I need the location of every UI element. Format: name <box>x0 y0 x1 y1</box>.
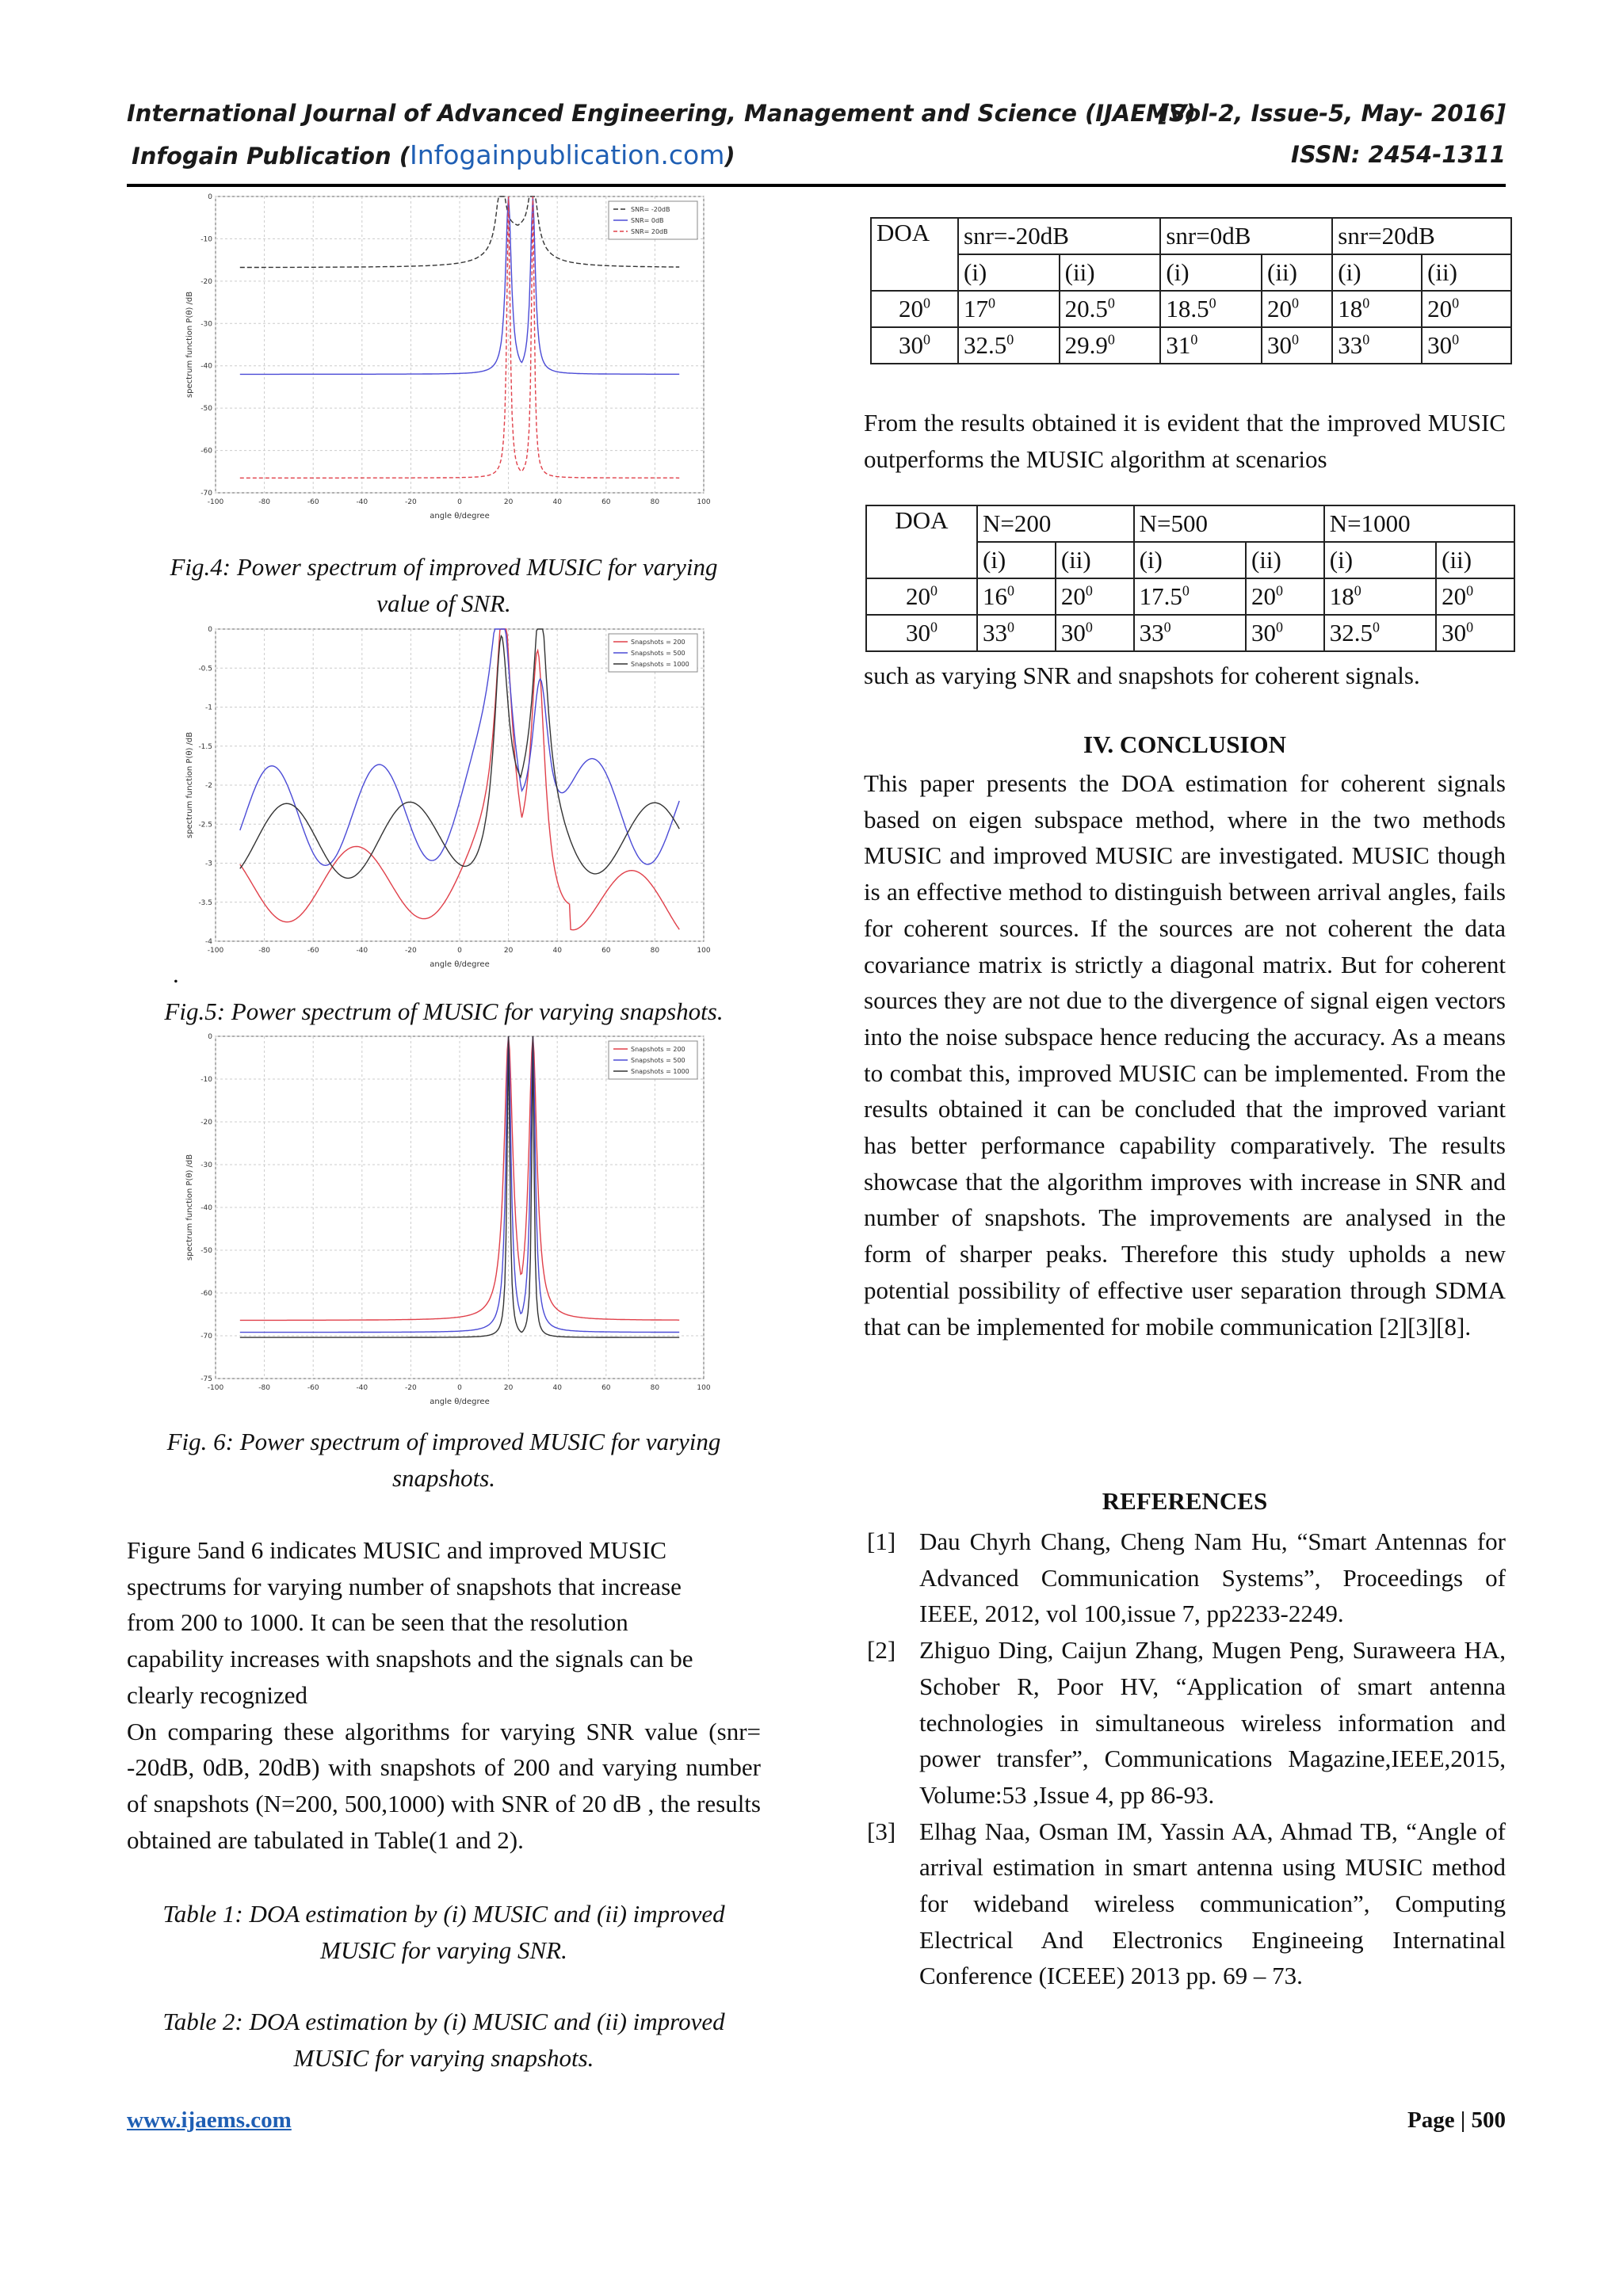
y-tick-label: -50 <box>200 1247 212 1255</box>
x-tick-label: -80 <box>258 1384 270 1392</box>
degree-mark: 0 <box>1362 295 1370 311</box>
legend-label: SNR= -20dB <box>631 206 670 213</box>
table-1-subheader: (ii) <box>1060 254 1161 291</box>
y-tick-label: -20 <box>200 277 212 286</box>
estimate-cell <box>1332 291 1422 327</box>
legend-label: Snapshots = 500 <box>631 650 685 657</box>
table-2-group-header: N=1000 <box>1324 505 1514 542</box>
estimate-cell <box>1060 291 1161 327</box>
legend-label: Snapshots = 1000 <box>631 1068 689 1075</box>
table-2-header-row <box>866 505 1514 542</box>
publisher-suffix: ) <box>724 143 735 170</box>
doa-cell <box>871 291 958 327</box>
table-2-group-header: N=200 <box>977 505 1134 542</box>
degree-mark: 0 <box>1190 331 1198 348</box>
table-2-caption-line1: Table 2: DOA estimation by (i) MUSIC and (ii) improved <box>162 2008 725 2035</box>
after-table-2-text: such as varying SNR and snapshots for coherent signals. <box>864 662 1420 689</box>
estimate-value: 17.5 <box>1139 582 1182 610</box>
table-2-subheader: (ii) <box>1246 542 1324 578</box>
y-axis-label: spectrum function P(θ) /dB <box>185 1154 194 1261</box>
degree-mark: 0 <box>923 295 930 311</box>
estimate-value: 30 <box>1267 331 1293 359</box>
conclusion-heading: IV. CONCLUSION <box>1083 730 1287 758</box>
doa-cell <box>866 615 977 651</box>
table-1-group-header: snr=-20dB <box>958 218 1160 254</box>
reference-text: Dau Chyrh Chang, Cheng Nam Hu, “Smart Antennas for Advanced Communication Systems”, Proceedings of IEEE, 2012, vol 100,issue 7, pp2233-2249. <box>919 1527 1506 1628</box>
x-tick-label: -20 <box>405 947 417 955</box>
x-tick-label: 60 <box>601 947 611 955</box>
estimate-cell <box>1422 327 1511 364</box>
table-2-caption <box>127 2004 761 2076</box>
estimate-cell <box>958 291 1060 327</box>
estimate-value: 31 <box>1166 331 1191 359</box>
x-tick-label: -60 <box>307 947 319 955</box>
estimate-value: 16 <box>983 582 1007 610</box>
estimate-value: 30 <box>1060 619 1086 646</box>
figure-5-chart <box>182 623 713 981</box>
estimate-value: 18 <box>1329 582 1354 610</box>
estimate-value: 20.5 <box>1064 295 1108 322</box>
x-tick-label: 80 <box>650 498 660 506</box>
doa-cell <box>871 327 958 364</box>
table-1-subheader: (i) <box>1160 254 1262 291</box>
y-axis-label: spectrum function P(θ) /dB <box>185 731 194 839</box>
figure-4-caption-line1: Fig.4: Power spectrum of improved MUSIC for varying <box>170 553 718 581</box>
degree-mark: 0 <box>1275 582 1283 599</box>
x-axis-label: angle θ/degree <box>430 1398 490 1406</box>
y-tick-label: -4 <box>205 938 212 946</box>
y-tick-label: -0.5 <box>198 665 212 673</box>
table-1-caption-line2: MUSIC for varying SNR. <box>320 1936 567 1964</box>
estimate-cell <box>1056 615 1134 651</box>
table-1-subheader: (i) <box>1332 254 1422 291</box>
table-1-caption <box>127 1896 761 1968</box>
legend-label: Snapshots = 500 <box>631 1057 685 1064</box>
estimate-cell <box>1056 578 1134 615</box>
degree-mark: 0 <box>988 295 995 311</box>
journal-title: International Journal of Advanced Engineering, Management and Science (IJAEMS) <box>127 100 1197 127</box>
legend-label: Snapshots = 200 <box>631 639 685 646</box>
y-tick-label: -50 <box>200 405 212 414</box>
x-tick-label: 100 <box>697 947 711 955</box>
x-tick-label: 20 <box>503 1384 514 1392</box>
degree-mark: 0 <box>1163 619 1171 635</box>
table-2-group-header: N=500 <box>1134 505 1324 542</box>
degree-mark: 0 <box>930 619 938 635</box>
degree-mark: 0 <box>1452 295 1460 311</box>
estimate-cell <box>1422 291 1511 327</box>
table-2 <box>865 505 1515 652</box>
y-tick-label: 0 <box>208 193 212 201</box>
degree-mark: 0 <box>1107 331 1115 348</box>
reference-item <box>864 1524 1506 1632</box>
y-tick-label: -10 <box>200 1076 212 1084</box>
left-column-text <box>127 1532 761 1858</box>
estimate-cell <box>1332 327 1422 364</box>
x-tick-label: 80 <box>650 947 660 955</box>
y-tick-label: -75 <box>200 1375 212 1383</box>
y-tick-label: -3 <box>205 860 212 868</box>
y-tick-label: -1.5 <box>198 742 212 751</box>
legend-label: SNR= 20dB <box>631 228 668 235</box>
figure-5-dot: . <box>173 960 179 988</box>
estimate-value: 20 <box>1427 295 1453 322</box>
page-number: Page | 500 <box>1407 2107 1506 2133</box>
estimate-cell <box>1246 615 1324 651</box>
estimate-cell <box>1134 578 1246 615</box>
y-tick-label: -20 <box>200 1119 212 1127</box>
y-tick-label: -30 <box>200 320 212 329</box>
estimate-cell <box>1262 327 1332 364</box>
estimate-value: 20 <box>1267 295 1293 322</box>
header-rule <box>127 184 1506 187</box>
degree-mark: 0 <box>1085 619 1093 635</box>
table-2-subheader: (ii) <box>1436 542 1514 578</box>
estimate-cell <box>977 615 1056 651</box>
degree-mark: 0 <box>1275 619 1283 635</box>
y-tick-label: -1 <box>205 704 212 712</box>
estimate-value: 29.9 <box>1064 331 1108 359</box>
estimate-cell <box>1060 327 1161 364</box>
degree-mark: 0 <box>1292 295 1300 311</box>
estimate-cell <box>1324 615 1436 651</box>
publisher-prefix: Infogain Publication ( <box>132 143 410 170</box>
x-tick-label: -100 <box>207 947 224 955</box>
reference-number: [2] <box>867 1636 896 1665</box>
publisher-line <box>132 139 735 170</box>
table-2-row <box>866 615 1514 651</box>
y-tick-label: -60 <box>200 1290 212 1298</box>
footer-website-link[interactable]: www.ijaems.com <box>127 2107 292 2133</box>
estimate-value: 30 <box>1251 619 1276 646</box>
table-1-header-row <box>871 218 1511 254</box>
publisher-link[interactable]: Infogainpublication.com <box>409 139 725 170</box>
x-tick-label: -80 <box>258 498 270 506</box>
estimate-cell <box>1324 578 1436 615</box>
y-tick-label: -40 <box>200 1204 212 1212</box>
estimate-cell <box>1160 291 1262 327</box>
legend-label: SNR= 0dB <box>631 217 664 224</box>
references-heading: REFERENCES <box>1102 1487 1268 1515</box>
table-1-subheader: (i) <box>958 254 1060 291</box>
x-tick-label: -60 <box>307 1384 319 1392</box>
doa-value: 30 <box>899 331 923 359</box>
x-tick-label: 80 <box>650 1384 660 1392</box>
x-tick-label: 20 <box>503 947 514 955</box>
table-1-subheader: (ii) <box>1422 254 1511 291</box>
issn: ISSN: 2454-1311 <box>1291 141 1506 168</box>
degree-mark: 0 <box>923 331 930 348</box>
doa-value: 20 <box>899 295 923 322</box>
degree-mark: 0 <box>1452 331 1460 348</box>
reference-item <box>864 1632 1506 1814</box>
figure-6-caption <box>127 1424 761 1496</box>
degree-mark: 0 <box>1466 619 1474 635</box>
degree-mark: 0 <box>1373 619 1381 635</box>
x-tick-label: 20 <box>503 498 514 506</box>
legend-label: Snapshots = 1000 <box>631 661 689 668</box>
x-tick-label: -40 <box>356 947 369 955</box>
volume-info: [Vol-2, Issue-5, May- 2016] <box>1158 100 1506 127</box>
estimate-value: 18 <box>1338 295 1363 322</box>
comparison-paragraph: On comparing these algorithms for varying SNR value (snr= -20dB, 0dB, 20dB) with snapshots of 200 and varying number of snapshots (N=200, 500,1000) with SNR of 20 dB , the results obtained are tabulated in Table(1 and 2). <box>127 1717 761 1854</box>
degree-mark: 0 <box>1006 331 1014 348</box>
estimate-value: 17 <box>964 295 988 322</box>
doa-cell <box>866 578 977 615</box>
x-tick-label: -20 <box>405 1384 417 1392</box>
x-axis-label: angle θ/degree <box>430 512 490 521</box>
x-tick-label: 40 <box>552 947 562 955</box>
reference-text: Elhag Naa, Osman IM, Yassin AA, Ahmad TB, “Angle of arrival estimation in smart antenna using MUSIC method for wideband wireless communication”, Computing Electrical And Electronics Engineeing Internatinal Conference (ICEEE) 2013 pp. 69 – 73. <box>919 1817 1506 1990</box>
x-axis-label: angle θ/degree <box>430 960 490 969</box>
figure-4-caption <box>127 549 761 621</box>
table-2-row <box>866 578 1514 615</box>
y-tick-label: -70 <box>200 1333 212 1341</box>
legend-label: Snapshots = 200 <box>631 1046 685 1053</box>
reference-text: Zhiguo Ding, Caijun Zhang, Mugen Peng, Suraweera HA, Schober R, Poor HV, “Application of smart antenna technologies in simultaneous wireless information and power transfer”, Communications Magazine,IEEE,2015, Volume:53 ,Issue 4, pp 86-93. <box>919 1636 1506 1809</box>
figure-5-caption: Fig.5: Power spectrum of MUSIC for varying snapshots. <box>164 997 724 1025</box>
x-tick-label: -100 <box>207 498 224 506</box>
estimate-cell <box>1134 615 1246 651</box>
y-tick-label: 0 <box>208 626 212 634</box>
x-tick-label: -20 <box>405 498 417 506</box>
table-1-caption-line1: Table 1: DOA estimation by (i) MUSIC and (ii) improved <box>162 1900 725 1928</box>
y-tick-label: -3.5 <box>198 898 212 907</box>
x-tick-label: -80 <box>258 947 270 955</box>
degree-mark: 0 <box>1085 582 1093 599</box>
estimate-value: 32.5 <box>964 331 1007 359</box>
table-1-group-header: snr=20dB <box>1332 218 1511 254</box>
table-1 <box>870 217 1512 364</box>
x-tick-label: -60 <box>307 498 319 506</box>
degree-mark: 0 <box>1292 331 1300 348</box>
y-tick-label: -2.5 <box>198 821 212 830</box>
estimate-cell <box>1436 578 1514 615</box>
references-list <box>864 1524 1506 1994</box>
x-tick-label: 40 <box>552 1384 562 1392</box>
x-tick-label: -40 <box>356 1384 369 1392</box>
figure-6-caption-line1: Fig. 6: Power spectrum of improved MUSIC for varying <box>166 1428 721 1455</box>
estimate-cell <box>977 578 1056 615</box>
degree-mark: 0 <box>1466 582 1474 599</box>
estimate-cell <box>1436 615 1514 651</box>
y-tick-label: -10 <box>200 235 212 244</box>
y-tick-label: -30 <box>200 1161 212 1169</box>
y-tick-label: -60 <box>200 447 212 456</box>
y-tick-label: -2 <box>205 782 212 790</box>
figure-6-chart <box>182 1030 713 1418</box>
x-tick-label: 40 <box>552 498 562 506</box>
x-tick-label: -100 <box>207 1384 224 1392</box>
x-tick-label: 100 <box>697 498 711 506</box>
table-2-subheader: (i) <box>1324 542 1436 578</box>
snapshots-paragraph: Figure 5and 6 indicates MUSIC and improved MUSIC spectrums for varying number of snapshots that increase from 200 to 1000. It can be seen that the resolution capability increases with snapshots and the signals can be clearly recognized <box>127 1536 693 1709</box>
estimate-cell <box>1160 327 1262 364</box>
x-tick-label: 60 <box>601 1384 611 1392</box>
estimate-value: 20 <box>1060 582 1086 610</box>
table-1-doa-header: DOA <box>871 218 958 291</box>
estimate-cell <box>1262 291 1332 327</box>
y-axis-label: spectrum function P(θ) /dB <box>185 291 194 399</box>
x-tick-label: 0 <box>457 498 462 506</box>
table-1-row <box>871 327 1511 364</box>
y-tick-label: 0 <box>208 1033 212 1041</box>
x-tick-label: 0 <box>457 1384 462 1392</box>
estimate-value: 33 <box>1139 619 1164 646</box>
estimate-value: 32.5 <box>1329 619 1373 646</box>
reference-number: [1] <box>867 1527 896 1555</box>
table-2-subheader: (i) <box>1134 542 1246 578</box>
table-2-subheader: (i) <box>977 542 1056 578</box>
x-tick-label: -40 <box>356 498 369 506</box>
table-2-subheader: (ii) <box>1056 542 1134 578</box>
degree-mark: 0 <box>1107 295 1115 311</box>
estimate-cell <box>1246 578 1324 615</box>
degree-mark: 0 <box>1007 582 1014 599</box>
y-tick-label: -70 <box>200 490 212 498</box>
x-tick-label: 60 <box>601 498 611 506</box>
estimate-value: 20 <box>1251 582 1276 610</box>
degree-mark: 0 <box>1362 331 1370 348</box>
estimate-value: 33 <box>1338 331 1363 359</box>
table-1-group-header: snr=0dB <box>1160 218 1332 254</box>
estimate-value: 30 <box>1427 331 1453 359</box>
degree-mark: 0 <box>1182 582 1190 599</box>
x-tick-label: 0 <box>457 947 462 955</box>
table-2-caption-line2: MUSIC for varying snapshots. <box>293 2043 594 2072</box>
degree-mark: 0 <box>1007 619 1014 635</box>
results-paragraph: From the results obtained it is evident that the improved MUSIC outperforms the MUSIC algorithm at scenarios <box>864 409 1506 473</box>
figure-4-chart <box>182 190 713 532</box>
degree-mark: 0 <box>1209 295 1216 311</box>
table-1-subheader: (ii) <box>1262 254 1332 291</box>
doa-value: 20 <box>906 582 930 610</box>
degree-mark: 0 <box>1354 582 1361 599</box>
degree-mark: 0 <box>930 582 938 599</box>
reference-item <box>864 1814 1506 1995</box>
conclusion-paragraph: This paper presents the DOA estimation for coherent signals based on eigen subspace method, where in the two methods MUSIC and improved MUSIC are investigated. MUSIC though is an effective method to distinguish between arrival angles, fails for coherent sources. If the sources are not coherent the data covariance matrix is strictly a diagonal matrix. But for coherent sources they are not due to the divergence of signal eigen vectors into the noise subspace hence reducing the accuracy. As a means to combat this, improved MUSIC can be implemented. From the results obtained it can be concluded that the improved variant has better performance capability comparatively. The results showcase that the algorithm improves with increase in SNR and number of snapshots. The improvements are analysed in the form of sharper peaks. Therefore this study upholds a new potential possibility of effective user separation through SDMA that can be implemented for mobile communication [2][3][8]. <box>864 769 1506 1341</box>
estimate-cell <box>958 327 1060 364</box>
estimate-value: 33 <box>983 619 1007 646</box>
table-1-subheader-row <box>871 254 1511 291</box>
doa-value: 30 <box>906 619 930 646</box>
x-tick-label: 100 <box>697 1384 711 1392</box>
reference-number: [3] <box>867 1817 896 1845</box>
estimate-value: 18.5 <box>1166 295 1209 322</box>
estimate-value: 20 <box>1442 582 1467 610</box>
y-tick-label: -40 <box>200 362 212 371</box>
table-2-doa-header: DOA <box>866 505 977 578</box>
table-1-row <box>871 291 1511 327</box>
estimate-value: 30 <box>1442 619 1467 646</box>
figure-6-caption-line2: snapshots. <box>391 1463 496 1492</box>
figure-4-caption-line2: value of SNR. <box>376 589 511 617</box>
